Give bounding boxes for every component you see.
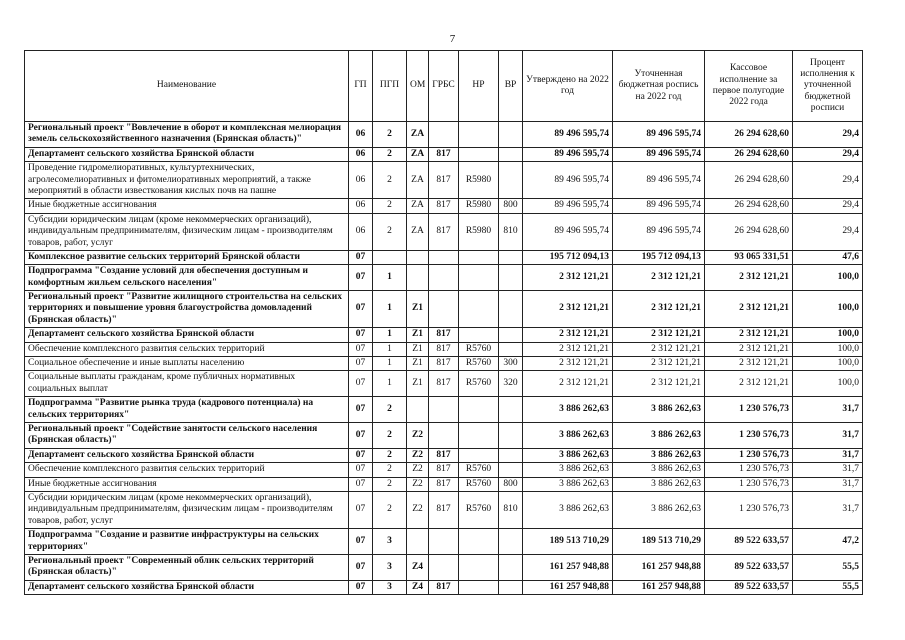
table-row bbox=[25, 213, 863, 250]
cell-refined: 2 312 121,21 bbox=[613, 265, 705, 291]
cell-gp: 06 bbox=[349, 122, 373, 148]
table-row bbox=[25, 491, 863, 528]
cell-approved: 2 312 121,21 bbox=[523, 291, 613, 328]
cell-grbs bbox=[429, 397, 459, 423]
cell-np bbox=[459, 265, 499, 291]
header-refined: Уточненная бюджетная роспись на 2022 год bbox=[613, 51, 705, 122]
cell-gp: 07 bbox=[349, 328, 373, 342]
cell-approved: 195 712 094,13 bbox=[523, 250, 613, 264]
cell-ppgp: 2 bbox=[373, 122, 407, 148]
cell-approved: 161 257 948,88 bbox=[523, 580, 613, 594]
cell-refined: 89 496 595,74 bbox=[613, 199, 705, 213]
cell-gp: 07 bbox=[349, 342, 373, 356]
cell-om: ZA bbox=[407, 162, 429, 199]
cell-ppgp bbox=[373, 250, 407, 264]
cell-vr bbox=[499, 147, 523, 161]
cell-grbs: 817 bbox=[429, 448, 459, 462]
cell-np bbox=[459, 250, 499, 264]
cell-np: R5980 bbox=[459, 162, 499, 199]
cell-vr bbox=[499, 291, 523, 328]
cell-approved: 2 312 121,21 bbox=[523, 265, 613, 291]
cell-name: Субсидии юридическим лицам (кроме некоммерческих организаций), индивидуальным предпринимателям, физическим лицам - производителям товаров, работ, услуг bbox=[25, 491, 349, 528]
cell-grbs bbox=[429, 265, 459, 291]
cell-name: Комплексное развитие сельских территорий Брянской области bbox=[25, 250, 349, 264]
cell-cash: 89 522 633,57 bbox=[705, 554, 793, 580]
cell-refined: 89 496 595,74 bbox=[613, 162, 705, 199]
cell-name: Субсидии юридическим лицам (кроме некоммерческих организаций), индивидуальным предпринимателям, физическим лицам - производителям товаров, работ, услуг bbox=[25, 213, 349, 250]
cell-om: Z1 bbox=[407, 371, 429, 397]
cell-approved: 89 496 595,74 bbox=[523, 213, 613, 250]
cell-approved: 89 496 595,74 bbox=[523, 162, 613, 199]
header-np: НР bbox=[459, 51, 499, 122]
cell-gp: 06 bbox=[349, 147, 373, 161]
cell-vr: 320 bbox=[499, 371, 523, 397]
cell-gp: 07 bbox=[349, 477, 373, 491]
cell-percent: 100,0 bbox=[793, 291, 863, 328]
table-row bbox=[25, 463, 863, 477]
cell-name: Департамент сельского хозяйства Брянской области bbox=[25, 328, 349, 342]
cell-ppgp: 1 bbox=[373, 357, 407, 371]
cell-name: Департамент сельского хозяйства Брянской области bbox=[25, 147, 349, 161]
cell-om: Z2 bbox=[407, 491, 429, 528]
cell-refined: 89 496 595,74 bbox=[613, 122, 705, 148]
cell-np bbox=[459, 422, 499, 448]
cell-approved: 89 496 595,74 bbox=[523, 147, 613, 161]
header-om: ОМ bbox=[407, 51, 429, 122]
cell-name: Региональный проект "Содействие занятости сельского населения (Брянская область)" bbox=[25, 422, 349, 448]
cell-ppgp: 2 bbox=[373, 397, 407, 423]
cell-cash: 2 312 121,21 bbox=[705, 342, 793, 356]
cell-cash: 2 312 121,21 bbox=[705, 291, 793, 328]
table-row bbox=[25, 371, 863, 397]
cell-vr bbox=[499, 162, 523, 199]
cell-cash: 1 230 576,73 bbox=[705, 422, 793, 448]
cell-om: ZA bbox=[407, 213, 429, 250]
cell-vr bbox=[499, 250, 523, 264]
cell-om: Z2 bbox=[407, 422, 429, 448]
table-row bbox=[25, 328, 863, 342]
cell-percent: 47,6 bbox=[793, 250, 863, 264]
cell-gp: 07 bbox=[349, 463, 373, 477]
cell-np: R5760 bbox=[459, 491, 499, 528]
cell-ppgp: 3 bbox=[373, 529, 407, 555]
cell-name: Департамент сельского хозяйства Брянской области bbox=[25, 448, 349, 462]
table-row bbox=[25, 199, 863, 213]
cell-np: R5760 bbox=[459, 357, 499, 371]
cell-ppgp: 2 bbox=[373, 491, 407, 528]
cell-cash: 26 294 628,60 bbox=[705, 122, 793, 148]
cell-approved: 2 312 121,21 bbox=[523, 328, 613, 342]
cell-ppgp: 1 bbox=[373, 328, 407, 342]
cell-refined: 2 312 121,21 bbox=[613, 328, 705, 342]
cell-name: Подпрограмма "Создание и развитие инфраструктуры на сельских территориях" bbox=[25, 529, 349, 555]
table-body bbox=[25, 122, 863, 595]
cell-grbs: 817 bbox=[429, 147, 459, 161]
header-approved: Утверждено на 2022 год bbox=[523, 51, 613, 122]
table-row bbox=[25, 122, 863, 148]
cell-cash: 1 230 576,73 bbox=[705, 448, 793, 462]
cell-np bbox=[459, 448, 499, 462]
cell-ppgp: 2 bbox=[373, 477, 407, 491]
cell-gp: 07 bbox=[349, 357, 373, 371]
cell-gp: 06 bbox=[349, 162, 373, 199]
cell-percent: 100,0 bbox=[793, 265, 863, 291]
cell-vr: 810 bbox=[499, 213, 523, 250]
cell-vr bbox=[499, 529, 523, 555]
cell-grbs: 817 bbox=[429, 491, 459, 528]
budget-table bbox=[24, 50, 863, 595]
cell-gp: 07 bbox=[349, 491, 373, 528]
cell-name: Социальные выплаты гражданам, кроме публичных нормативных социальных выплат bbox=[25, 371, 349, 397]
cell-vr bbox=[499, 397, 523, 423]
cell-om: Z1 bbox=[407, 328, 429, 342]
cell-cash: 2 312 121,21 bbox=[705, 328, 793, 342]
cell-np: R5980 bbox=[459, 213, 499, 250]
cell-om: Z4 bbox=[407, 554, 429, 580]
cell-gp: 06 bbox=[349, 199, 373, 213]
table-row bbox=[25, 250, 863, 264]
table-row bbox=[25, 342, 863, 356]
cell-np: R5760 bbox=[459, 463, 499, 477]
cell-refined: 89 496 595,74 bbox=[613, 213, 705, 250]
cell-cash: 26 294 628,60 bbox=[705, 213, 793, 250]
cell-gp: 07 bbox=[349, 291, 373, 328]
cell-cash: 26 294 628,60 bbox=[705, 147, 793, 161]
cell-grbs: 817 bbox=[429, 371, 459, 397]
table-row bbox=[25, 357, 863, 371]
cell-np bbox=[459, 397, 499, 423]
cell-grbs: 817 bbox=[429, 213, 459, 250]
cell-refined: 189 513 710,29 bbox=[613, 529, 705, 555]
cell-vr bbox=[499, 463, 523, 477]
cell-cash: 2 312 121,21 bbox=[705, 265, 793, 291]
cell-name: Региональный проект "Вовлечение в оборот и комплексная мелиорация земель сельскохозяйственного назначения (Брянская область)" bbox=[25, 122, 349, 148]
cell-grbs: 817 bbox=[429, 463, 459, 477]
cell-approved: 3 886 262,63 bbox=[523, 397, 613, 423]
cell-ppgp: 2 bbox=[373, 199, 407, 213]
cell-refined: 161 257 948,88 bbox=[613, 554, 705, 580]
cell-cash: 2 312 121,21 bbox=[705, 371, 793, 397]
cell-approved: 3 886 262,63 bbox=[523, 422, 613, 448]
cell-ppgp: 1 bbox=[373, 291, 407, 328]
cell-ppgp: 1 bbox=[373, 342, 407, 356]
cell-cash: 89 522 633,57 bbox=[705, 529, 793, 555]
header-ppgp: ПГП bbox=[373, 51, 407, 122]
cell-cash: 1 230 576,73 bbox=[705, 477, 793, 491]
cell-name: Департамент сельского хозяйства Брянской области bbox=[25, 580, 349, 594]
cell-vr bbox=[499, 265, 523, 291]
cell-percent: 47,2 bbox=[793, 529, 863, 555]
cell-approved: 2 312 121,21 bbox=[523, 342, 613, 356]
table-row bbox=[25, 448, 863, 462]
cell-np bbox=[459, 122, 499, 148]
table-row bbox=[25, 397, 863, 423]
cell-np: R5760 bbox=[459, 342, 499, 356]
cell-om bbox=[407, 265, 429, 291]
cell-refined: 3 886 262,63 bbox=[613, 448, 705, 462]
cell-gp: 07 bbox=[349, 250, 373, 264]
cell-cash: 26 294 628,60 bbox=[705, 162, 793, 199]
cell-vr: 800 bbox=[499, 477, 523, 491]
cell-percent: 100,0 bbox=[793, 357, 863, 371]
header-vr: ВР bbox=[499, 51, 523, 122]
cell-percent: 31,7 bbox=[793, 463, 863, 477]
cell-gp: 07 bbox=[349, 265, 373, 291]
cell-percent: 29,4 bbox=[793, 162, 863, 199]
cell-percent: 100,0 bbox=[793, 342, 863, 356]
cell-approved: 189 513 710,29 bbox=[523, 529, 613, 555]
cell-ppgp: 3 bbox=[373, 580, 407, 594]
cell-name: Иные бюджетные ассигнования bbox=[25, 477, 349, 491]
header-cash: Кассовое исполнение за первое полугодие 2022 года bbox=[705, 51, 793, 122]
table-row bbox=[25, 291, 863, 328]
cell-vr: 300 bbox=[499, 357, 523, 371]
cell-np bbox=[459, 328, 499, 342]
table-row bbox=[25, 422, 863, 448]
cell-grbs: 817 bbox=[429, 199, 459, 213]
table-row bbox=[25, 529, 863, 555]
cell-vr bbox=[499, 342, 523, 356]
cell-name: Подпрограмма "Создание условий для обеспечения доступным и комфортным жильем сельского населения" bbox=[25, 265, 349, 291]
cell-name: Региональный проект "Развитие жилищного строительства на сельских территориях и повышение уровня благоустройства домовладений (Брянская область)" bbox=[25, 291, 349, 328]
cell-gp: 07 bbox=[349, 529, 373, 555]
cell-name: Проведение гидромелиоративных, культуртехнических, агролесомелиоративных и фитомелиоративных мероприятий, а также мероприятий в области известкования кислых почв на пашне bbox=[25, 162, 349, 199]
cell-om: Z2 bbox=[407, 477, 429, 491]
cell-grbs bbox=[429, 250, 459, 264]
cell-percent: 29,4 bbox=[793, 147, 863, 161]
cell-grbs: 817 bbox=[429, 328, 459, 342]
cell-percent: 31,7 bbox=[793, 397, 863, 423]
cell-approved: 2 312 121,21 bbox=[523, 371, 613, 397]
cell-gp: 07 bbox=[349, 371, 373, 397]
cell-percent: 31,7 bbox=[793, 448, 863, 462]
table-row bbox=[25, 265, 863, 291]
cell-refined: 3 886 262,63 bbox=[613, 463, 705, 477]
cell-ppgp: 2 bbox=[373, 213, 407, 250]
cell-percent: 29,4 bbox=[793, 122, 863, 148]
cell-gp: 07 bbox=[349, 580, 373, 594]
cell-om: Z1 bbox=[407, 357, 429, 371]
cell-ppgp: 1 bbox=[373, 371, 407, 397]
cell-vr bbox=[499, 422, 523, 448]
header-gp: ГП bbox=[349, 51, 373, 122]
cell-ppgp: 2 bbox=[373, 162, 407, 199]
cell-om: Z1 bbox=[407, 342, 429, 356]
cell-grbs: 817 bbox=[429, 477, 459, 491]
cell-om bbox=[407, 250, 429, 264]
cell-grbs: 817 bbox=[429, 580, 459, 594]
cell-refined: 89 496 595,74 bbox=[613, 147, 705, 161]
table-row bbox=[25, 580, 863, 594]
cell-percent: 55,5 bbox=[793, 580, 863, 594]
header-percent: Процент исполнения к уточненной бюджетной росписи bbox=[793, 51, 863, 122]
cell-name: Обеспечение комплексного развития сельских территорий bbox=[25, 463, 349, 477]
cell-approved: 89 496 595,74 bbox=[523, 199, 613, 213]
cell-refined: 2 312 121,21 bbox=[613, 291, 705, 328]
cell-np bbox=[459, 529, 499, 555]
cell-percent: 29,4 bbox=[793, 213, 863, 250]
cell-np: R5760 bbox=[459, 371, 499, 397]
cell-refined: 3 886 262,63 bbox=[613, 397, 705, 423]
cell-om: Z1 bbox=[407, 291, 429, 328]
cell-cash: 26 294 628,60 bbox=[705, 199, 793, 213]
table-row bbox=[25, 162, 863, 199]
cell-ppgp: 2 bbox=[373, 147, 407, 161]
cell-percent: 31,7 bbox=[793, 422, 863, 448]
cell-om: ZA bbox=[407, 147, 429, 161]
cell-vr: 800 bbox=[499, 199, 523, 213]
header-name: Наименование bbox=[25, 51, 349, 122]
cell-np bbox=[459, 147, 499, 161]
cell-refined: 195 712 094,13 bbox=[613, 250, 705, 264]
cell-np bbox=[459, 580, 499, 594]
cell-om: ZA bbox=[407, 199, 429, 213]
table-row bbox=[25, 477, 863, 491]
cell-name: Иные бюджетные ассигнования bbox=[25, 199, 349, 213]
cell-grbs: 817 bbox=[429, 342, 459, 356]
cell-approved: 161 257 948,88 bbox=[523, 554, 613, 580]
cell-ppgp: 3 bbox=[373, 554, 407, 580]
cell-np: R5980 bbox=[459, 199, 499, 213]
cell-cash: 89 522 633,57 bbox=[705, 580, 793, 594]
cell-grbs bbox=[429, 554, 459, 580]
page-number: 7 bbox=[449, 33, 456, 45]
cell-gp: 07 bbox=[349, 397, 373, 423]
cell-approved: 3 886 262,63 bbox=[523, 477, 613, 491]
cell-ppgp: 1 bbox=[373, 265, 407, 291]
cell-np bbox=[459, 291, 499, 328]
cell-cash: 2 312 121,21 bbox=[705, 357, 793, 371]
cell-gp: 06 bbox=[349, 213, 373, 250]
cell-refined: 3 886 262,63 bbox=[613, 422, 705, 448]
cell-grbs bbox=[429, 122, 459, 148]
cell-name: Социальное обеспечение и иные выплаты населению bbox=[25, 357, 349, 371]
cell-refined: 2 312 121,21 bbox=[613, 371, 705, 397]
header-row bbox=[25, 51, 863, 122]
cell-cash: 1 230 576,73 bbox=[705, 491, 793, 528]
cell-refined: 161 257 948,88 bbox=[613, 580, 705, 594]
cell-om bbox=[407, 529, 429, 555]
cell-refined: 2 312 121,21 bbox=[613, 357, 705, 371]
cell-grbs bbox=[429, 529, 459, 555]
table-row bbox=[25, 554, 863, 580]
cell-grbs: 817 bbox=[429, 162, 459, 199]
cell-grbs bbox=[429, 422, 459, 448]
cell-vr: 810 bbox=[499, 491, 523, 528]
cell-vr bbox=[499, 122, 523, 148]
cell-gp: 07 bbox=[349, 554, 373, 580]
cell-vr bbox=[499, 328, 523, 342]
cell-vr bbox=[499, 580, 523, 594]
cell-np bbox=[459, 554, 499, 580]
cell-om: Z4 bbox=[407, 580, 429, 594]
cell-cash: 93 065 331,51 bbox=[705, 250, 793, 264]
cell-refined: 3 886 262,63 bbox=[613, 491, 705, 528]
cell-ppgp: 2 bbox=[373, 422, 407, 448]
cell-om: Z2 bbox=[407, 463, 429, 477]
cell-refined: 3 886 262,63 bbox=[613, 477, 705, 491]
cell-percent: 31,7 bbox=[793, 477, 863, 491]
cell-cash: 1 230 576,73 bbox=[705, 397, 793, 423]
cell-approved: 2 312 121,21 bbox=[523, 357, 613, 371]
table-row bbox=[25, 147, 863, 161]
cell-om: Z2 bbox=[407, 448, 429, 462]
cell-name: Подпрограмма "Развитие рынка труда (кадрового потенциала) на сельских территориях" bbox=[25, 397, 349, 423]
cell-percent: 100,0 bbox=[793, 328, 863, 342]
cell-approved: 3 886 262,63 bbox=[523, 463, 613, 477]
cell-approved: 89 496 595,74 bbox=[523, 122, 613, 148]
cell-vr bbox=[499, 448, 523, 462]
cell-cash: 1 230 576,73 bbox=[705, 463, 793, 477]
cell-om: ZA bbox=[407, 122, 429, 148]
cell-np: R5760 bbox=[459, 477, 499, 491]
cell-refined: 2 312 121,21 bbox=[613, 342, 705, 356]
cell-percent: 55,5 bbox=[793, 554, 863, 580]
header-grbs: ГРБС bbox=[429, 51, 459, 122]
cell-ppgp: 2 bbox=[373, 448, 407, 462]
cell-percent: 31,7 bbox=[793, 491, 863, 528]
cell-gp: 07 bbox=[349, 448, 373, 462]
cell-name: Региональный проект "Современный облик сельских территорий (Брянская область)" bbox=[25, 554, 349, 580]
cell-percent: 29,4 bbox=[793, 199, 863, 213]
cell-ppgp: 2 bbox=[373, 463, 407, 477]
cell-grbs bbox=[429, 291, 459, 328]
cell-approved: 3 886 262,63 bbox=[523, 491, 613, 528]
cell-gp: 07 bbox=[349, 422, 373, 448]
cell-approved: 3 886 262,63 bbox=[523, 448, 613, 462]
cell-percent: 100,0 bbox=[793, 371, 863, 397]
cell-grbs: 817 bbox=[429, 357, 459, 371]
cell-vr bbox=[499, 554, 523, 580]
cell-om bbox=[407, 397, 429, 423]
cell-name: Обеспечение комплексного развития сельских территорий bbox=[25, 342, 349, 356]
